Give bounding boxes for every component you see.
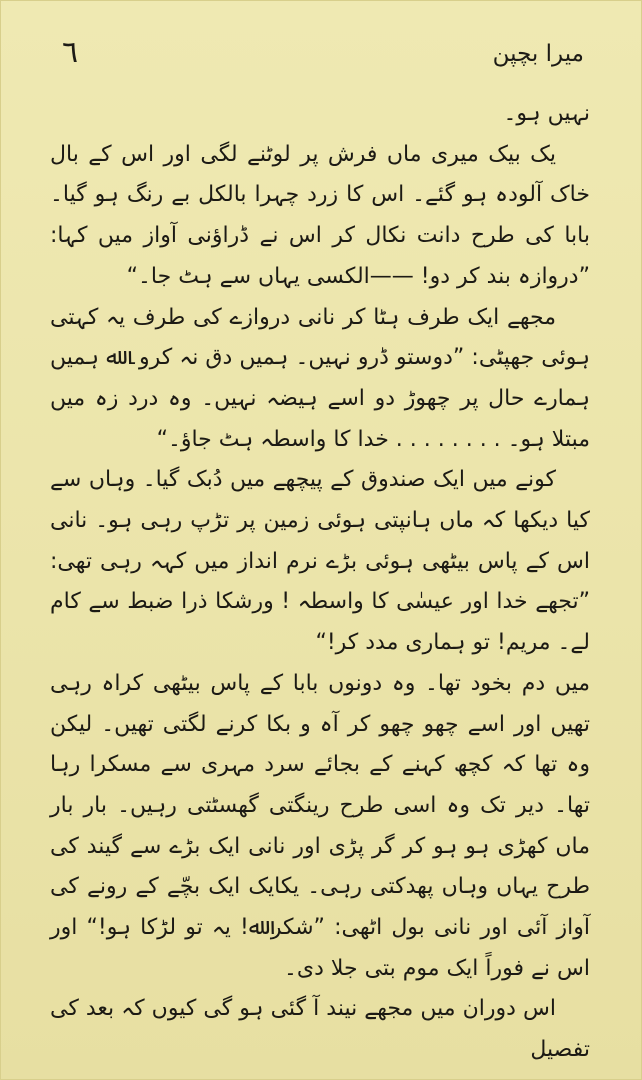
- page-header: [58, 30, 584, 80]
- paragraph: کونے میں ایک صندوق کے پیچھے میں دُبک گیا۔ وہاں سے کیا دیکھا کہ ماں ہانپتی ہوئی زمین پر تڑپ رہی ہو۔ نانی اس کے پاس بیٹھی ہوئی بڑے نرم انداز میں کہہ رہی تھی: ”تجھے خدا اور عیسٰی کا واسطہ ! ورشکا ذرا ضبط سے کام لے۔ مریم! تو ہماری مدد کر!“: [50, 467, 590, 656]
- running-title: میرا بچپن: [492, 41, 584, 67]
- paragraph: اس دوران میں مجھے نیند آ گئی ہو گی کیوں کہ بعد کی تفصیل: [50, 996, 590, 1063]
- paragraph: مجھے ایک طرف ہٹا کر نانی دروازے کی طرف یہ کہتی ہوئی جھپٹی: ”دوستو ڈرو نہیں۔ ہمیں دق نہ کرو۔ ﷲ ہمیں ہمارے حال پر چھوڑ دو اسے ہیضہ نہیں۔ وہ درد زہ میں مبتلا ہو۔ . . . . . . . . خدا کا واسطہ ہٹ جاؤ۔“: [50, 304, 590, 452]
- body-text: [50, 94, 590, 1071]
- paragraph: نہیں ہو۔: [503, 101, 590, 126]
- page-number: ٦: [62, 35, 79, 70]
- paragraph: میں دم بخود تھا۔ وہ دونوں بابا کے پاس بیٹھی کراہ رہی تھیں اور اسے چھو چھو کر آہ و بکا کرنے لگتی تھیں۔ لیکن وہ تھا کہ کچھ کہنے کے بجائے سرد مہری سے مسکرا رہا تھا۔ دیر تک وہ اسی طرح رینگتی گھسٹتی رہیں۔ بار بار ماں کھڑی ہو ہو کر گر پڑی اور نانی ایک بڑے سے گیند کی طرح یہاں وہاں پھدکتی رہی۔ یکایک ایک بچّے کے رونے کی آواز آئی اور نانی بول اٹھی: ”شکر ﷲ! یہ تو لڑکا ہو!“ اور اس نے فوراً ایک موم بتی جلا دی۔: [50, 670, 590, 981]
- paragraph: یک بیک میری ماں فرش پر لوٹنے لگی اور اس کے بال خاک آلودہ ہو گئے۔ اس کا زرد چہرا بالکل بے رنگ ہو گیا۔ بابا کی طرح دانت نکال کر اس نے ڈراؤنی آواز میں کہا: ”دروازہ بند کر دو! ——الکسی یہاں سے ہٹ جا۔“: [50, 141, 590, 289]
